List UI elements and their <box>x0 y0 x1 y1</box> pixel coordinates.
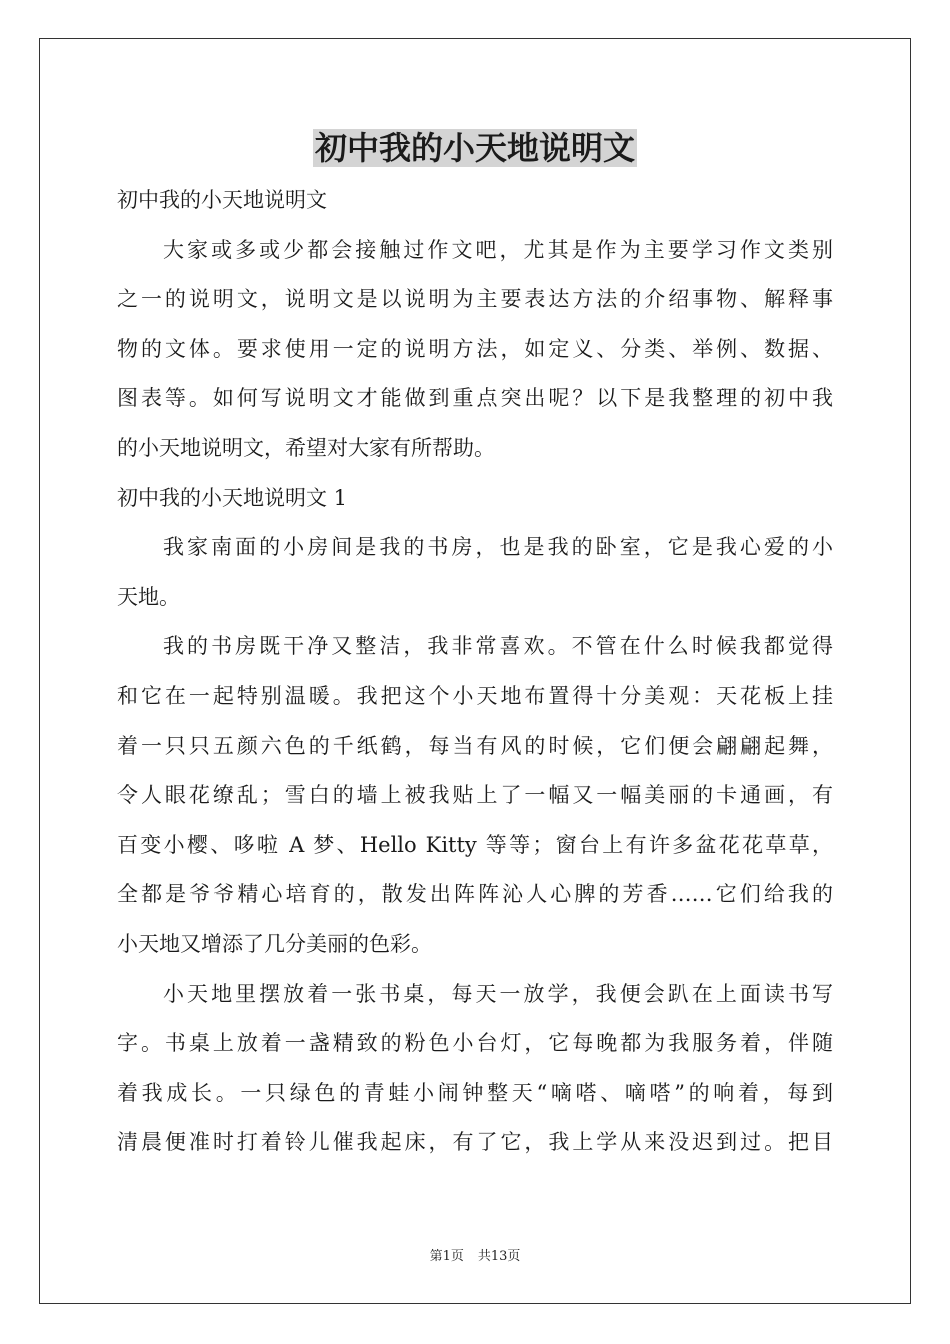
document-title-text: 初中我的小天地说明文 <box>314 129 635 167</box>
page-footer <box>0 1245 950 1264</box>
text-line: 物的文体。要求使用一定的说明方法，如定义、分类、举例、数据、 <box>117 336 833 361</box>
text-line: 全都是爷爷精心培育的，散发出阵阵沁人心脾的芳香……它们给我的 <box>117 882 833 907</box>
text-line: 我家南面的小房间是我的书房，也是我的卧室，它是我心爱的小 <box>163 535 833 560</box>
text-line: 的小天地说明文，希望对大家有所帮助。 <box>117 435 495 460</box>
text-line: 之一的说明文，说明文是以说明为主要表达方法的介绍事物、解释事 <box>117 287 833 312</box>
text-line: 清晨便准时打着铃儿催我起床，有了它，我上学从来没迟到过。把目 <box>117 1130 833 1155</box>
text-line: 和它在一起特别温暖。我把这个小天地布置得十分美观：天花板上挂 <box>117 683 833 708</box>
text-line: 我的书房既干净又整洁，我非常喜欢。不管在什么时候我都觉得 <box>163 634 833 659</box>
text-line: 大家或多或少都会接触过作文吧，尤其是作为主要学习作文类别 <box>163 237 833 262</box>
document-title <box>0 126 950 170</box>
text-line: 着我成长。一只绿色的青蛙小闹钟整天“嘀嗒、嘀嗒”的响着，每到 <box>117 1080 833 1105</box>
page-number: 第1页 <box>429 1249 464 1264</box>
text-line: 着一只只五颜六色的千纸鹤，每当有风的时候，它们便会翩翩起舞， <box>117 733 833 758</box>
text-line: 百变小樱、哆啦 A 梦、Hello Kitty 等等；窗台上有许多盆花花草草， <box>117 832 833 857</box>
text-line: 图表等。如何写说明文才能做到重点突出呢？以下是我整理的初中我 <box>117 386 833 411</box>
document-body <box>117 176 833 1168</box>
text-line: 字。书桌上放着一盏精致的粉色小台灯，它每晚都为我服务着，伴随 <box>117 1031 833 1056</box>
page-total: 共13页 <box>477 1249 521 1264</box>
text-line: 初中我的小天地说明文 <box>117 188 327 212</box>
text-line: 小天地里摆放着一张书桌，每天一放学，我便会趴在上面读书写 <box>163 981 833 1006</box>
text-line: 令人眼花缭乱；雪白的墙上被我贴上了一幅又一幅美丽的卡通画，有 <box>117 783 833 808</box>
text-line: 天地。 <box>117 584 180 609</box>
text-line: 小天地又增添了几分美丽的色彩。 <box>117 931 432 956</box>
text-line: 初中我的小天地说明文 1 <box>117 485 348 510</box>
